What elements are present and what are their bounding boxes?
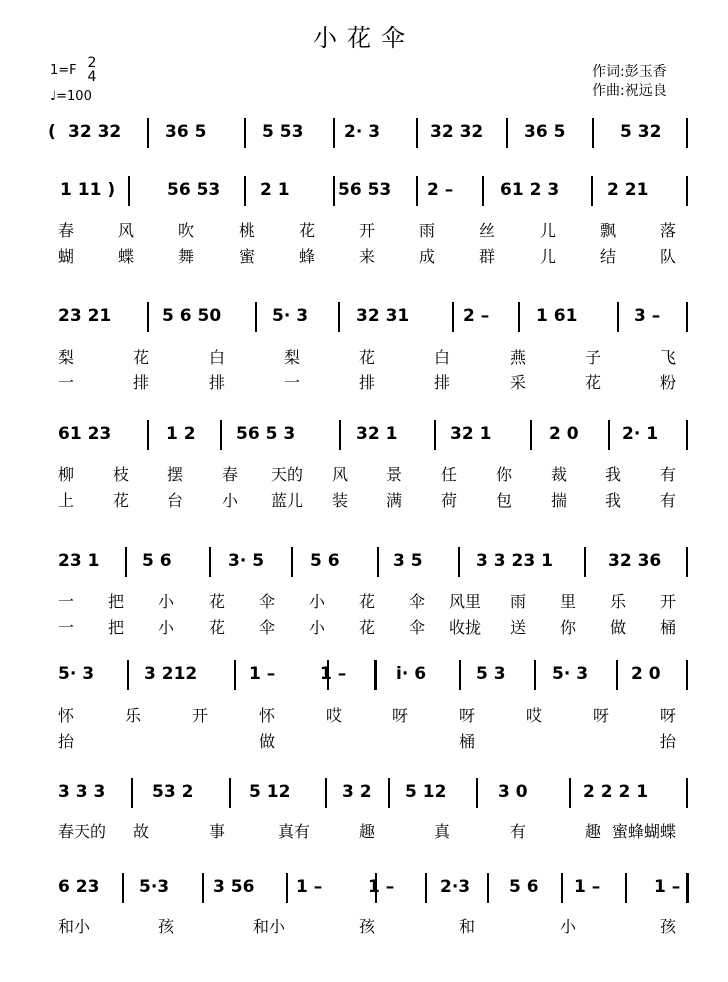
lyric-syllable: 孩 bbox=[359, 917, 376, 936]
note-group: 2 0 bbox=[549, 424, 579, 444]
note-group: 2 0 bbox=[631, 664, 661, 684]
bar-line bbox=[561, 873, 563, 903]
note-group: 5· 3 bbox=[552, 664, 589, 684]
lyric-syllable: 一 bbox=[58, 373, 75, 392]
note-group: 2·3 bbox=[440, 877, 471, 897]
lyric-syllable: 呀 bbox=[660, 706, 677, 725]
bar-line bbox=[617, 302, 619, 332]
lyric-syllable: 风 bbox=[332, 465, 349, 484]
note-group: 3 5 bbox=[393, 551, 423, 571]
note-group: 32 1 bbox=[450, 424, 492, 444]
lyric-syllable: 乐 bbox=[610, 592, 627, 611]
bar-line bbox=[374, 660, 377, 690]
time-top: 2 bbox=[87, 55, 97, 71]
lyric-syllable: 蝶 bbox=[118, 247, 135, 266]
lyric-syllable: 上 bbox=[58, 491, 75, 510]
tempo-value: =100 bbox=[56, 89, 92, 104]
note-group: 23 21 bbox=[58, 306, 112, 326]
lyric-syllable: 梨 bbox=[284, 348, 301, 367]
lyric-syllable: 排 bbox=[133, 373, 150, 392]
lyric-syllable: 白 bbox=[209, 348, 226, 367]
note-group: 3 3 23 1 bbox=[476, 551, 553, 571]
lyric-syllable: 花 bbox=[113, 491, 130, 510]
staff-row bbox=[0, 176, 728, 206]
lyric-line bbox=[0, 244, 728, 264]
staff-row bbox=[0, 420, 728, 450]
bar-line bbox=[686, 778, 688, 808]
quarter-note-icon: ♩ bbox=[50, 89, 57, 104]
lyric-syllable: 雨 bbox=[510, 592, 527, 611]
lyricist: 作词:彭玉香 bbox=[592, 64, 667, 80]
bar-line bbox=[377, 547, 379, 577]
bar-line bbox=[147, 420, 149, 450]
bar-line bbox=[234, 660, 236, 690]
bar-line bbox=[147, 302, 149, 332]
lyric-syllable: 裁 bbox=[551, 465, 568, 484]
bar-line bbox=[202, 873, 204, 903]
bar-line bbox=[128, 176, 130, 206]
lyric-syllable: 景 bbox=[386, 465, 403, 484]
note-group: 3 2 bbox=[342, 782, 372, 802]
note-group: 3 212 bbox=[144, 664, 198, 684]
bar-line bbox=[127, 660, 129, 690]
bar-line bbox=[534, 660, 536, 690]
composer: 作曲:祝远良 bbox=[592, 83, 667, 99]
note-group: 36 5 bbox=[524, 122, 566, 142]
lyric-syllable: 小 bbox=[158, 592, 175, 611]
bar-line bbox=[686, 118, 688, 148]
lyric-syllable: 落 bbox=[660, 221, 677, 240]
lyric-syllable: 丝 bbox=[479, 221, 496, 240]
time-bottom: 4 bbox=[87, 69, 97, 85]
note-group: 5 6 bbox=[142, 551, 172, 571]
lyric-syllable: 我 bbox=[605, 491, 622, 510]
lyric-syllable: 抬 bbox=[58, 732, 75, 751]
staff-row bbox=[0, 118, 728, 148]
lyric-syllable: 蝴 bbox=[58, 247, 75, 266]
lyric-syllable: 装 bbox=[332, 491, 349, 510]
bar-line bbox=[416, 118, 418, 148]
lyric-syllable: 揣 bbox=[551, 491, 568, 510]
note-group: 5 53 bbox=[262, 122, 304, 142]
lyric-syllable: 花 bbox=[209, 618, 226, 637]
lyric-line bbox=[0, 589, 728, 609]
lyric-line bbox=[0, 462, 728, 482]
note-group: 1 2 bbox=[166, 424, 196, 444]
lyric-syllable: 蜜 bbox=[239, 247, 256, 266]
note-group: 1 – bbox=[249, 664, 276, 684]
note-group: 5 3 bbox=[476, 664, 506, 684]
note-group: 3 56 bbox=[213, 877, 255, 897]
bar-line bbox=[459, 660, 461, 690]
lyric-syllable: 柳 bbox=[58, 465, 75, 484]
bar-line bbox=[244, 176, 246, 206]
bar-line bbox=[584, 547, 586, 577]
lyric-syllable: 台 bbox=[167, 491, 184, 510]
bar-line bbox=[338, 302, 340, 332]
lyric-syllable: 开 bbox=[192, 706, 209, 725]
lyric-syllable: 开 bbox=[359, 221, 376, 240]
lyric-syllable: 结 bbox=[600, 247, 617, 266]
lyric-syllable: 孩 bbox=[660, 917, 677, 936]
lyric-syllable: 故 bbox=[133, 822, 150, 841]
bar-line bbox=[686, 660, 688, 690]
lyric-syllable: 桶 bbox=[459, 732, 476, 751]
lyric-syllable: 枝 bbox=[113, 465, 130, 484]
lyric-syllable: 一 bbox=[58, 618, 75, 637]
lyric-syllable: 包 bbox=[496, 491, 513, 510]
lyric-syllable: 做 bbox=[610, 618, 627, 637]
lyric-syllable: 春 bbox=[58, 221, 75, 240]
lyric-syllable: 抬 bbox=[660, 732, 677, 751]
bar-line bbox=[416, 176, 418, 206]
note-group: 3 0 bbox=[498, 782, 528, 802]
lyric-syllable: 你 bbox=[496, 465, 513, 484]
lyric-syllable: 春 bbox=[222, 465, 239, 484]
lyric-syllable: 粉 bbox=[660, 373, 677, 392]
bar-line bbox=[388, 778, 390, 808]
note-group: i· 6 bbox=[396, 664, 427, 684]
lyric-syllable: 真有 bbox=[278, 822, 311, 841]
lyric-syllable: 桃 bbox=[239, 221, 256, 240]
lyric-syllable: 蜂 bbox=[299, 247, 316, 266]
lyric-syllable: 来 bbox=[359, 247, 376, 266]
lyric-syllable: 把 bbox=[108, 592, 125, 611]
bar-line bbox=[291, 547, 293, 577]
lyric-syllable: 吹 bbox=[178, 221, 195, 240]
lyric-line bbox=[0, 345, 728, 365]
staff-row bbox=[0, 302, 728, 332]
note-group: 2 21 bbox=[607, 180, 649, 200]
bar-line bbox=[220, 420, 222, 450]
note-group: 5 6 bbox=[509, 877, 539, 897]
time-signature bbox=[86, 56, 98, 84]
bar-line bbox=[518, 302, 520, 332]
lyric-syllable: 乐 bbox=[125, 706, 142, 725]
bar-line bbox=[608, 420, 610, 450]
note-group: 56 5 3 bbox=[236, 424, 296, 444]
note-group: 2· 1 bbox=[622, 424, 659, 444]
lyric-syllable: 花 bbox=[209, 592, 226, 611]
bar-line bbox=[286, 873, 288, 903]
note-group: 1 11 ) bbox=[60, 180, 116, 200]
lyric-syllable: 队 bbox=[660, 247, 677, 266]
lyric-syllable: 伞 bbox=[259, 618, 276, 637]
lyric-syllable: 和 bbox=[459, 917, 476, 936]
bar-line bbox=[147, 118, 149, 148]
bar-line bbox=[131, 778, 133, 808]
note-group: 1 – bbox=[320, 664, 347, 684]
note-group: 2 – bbox=[463, 306, 490, 326]
lyric-syllable: 里 bbox=[560, 592, 577, 611]
lyric-syllable: 雨 bbox=[419, 221, 436, 240]
lyric-syllable: 花 bbox=[359, 348, 376, 367]
lyric-line bbox=[0, 488, 728, 508]
bar-line bbox=[686, 547, 688, 577]
bar-line bbox=[616, 660, 618, 690]
lyric-syllable: 趣 bbox=[585, 822, 602, 841]
lyric-syllable: 舞 bbox=[178, 247, 195, 266]
note-group: 32 32 bbox=[68, 122, 122, 142]
bar-line bbox=[476, 778, 478, 808]
note-group: 5 32 bbox=[620, 122, 662, 142]
lyric-syllable: 摆 bbox=[167, 465, 184, 484]
note-group: ( bbox=[48, 122, 56, 142]
lyric-syllable: 任 bbox=[441, 465, 458, 484]
lyric-syllable: 成 bbox=[419, 247, 436, 266]
lyric-syllable: 群 bbox=[479, 247, 496, 266]
lyric-line bbox=[0, 819, 728, 839]
lyric-syllable: 排 bbox=[359, 373, 376, 392]
bar-line bbox=[229, 778, 231, 808]
note-group: 5· 3 bbox=[58, 664, 95, 684]
lyric-syllable: 你 bbox=[560, 618, 577, 637]
lyric-line bbox=[0, 729, 728, 749]
bar-line bbox=[530, 420, 532, 450]
lyric-syllable: 和小 bbox=[253, 917, 286, 936]
lyric-syllable: 哎 bbox=[326, 706, 343, 725]
note-group: 1 – bbox=[368, 877, 395, 897]
bar-line bbox=[325, 778, 327, 808]
note-group: 1 – bbox=[296, 877, 323, 897]
lyric-syllable: 收拢 bbox=[449, 618, 482, 637]
lyric-syllable: 飞 bbox=[660, 348, 677, 367]
bar-line bbox=[339, 420, 341, 450]
note-group: 2 1 bbox=[260, 180, 290, 200]
note-group: 36 5 bbox=[165, 122, 207, 142]
lyric-syllable: 花 bbox=[133, 348, 150, 367]
bar-line bbox=[487, 873, 489, 903]
tempo-marking bbox=[50, 90, 92, 104]
note-group: 5 12 bbox=[249, 782, 291, 802]
lyric-syllable: 小 bbox=[309, 592, 326, 611]
staff-row bbox=[0, 778, 728, 808]
lyric-syllable: 子 bbox=[585, 348, 602, 367]
note-group: 23 1 bbox=[58, 551, 100, 571]
lyric-syllable: 怀 bbox=[58, 706, 75, 725]
bar-line bbox=[686, 302, 688, 332]
lyric-syllable: 小 bbox=[560, 917, 577, 936]
bar-line bbox=[686, 176, 688, 206]
lyric-syllable: 伞 bbox=[259, 592, 276, 611]
note-group: 56 53 bbox=[338, 180, 392, 200]
lyric-syllable: 天的 bbox=[271, 465, 304, 484]
note-group: 1 – bbox=[654, 877, 681, 897]
lyric-syllable: 花 bbox=[299, 221, 316, 240]
lyric-syllable: 送 bbox=[510, 618, 527, 637]
note-group: 5·3 bbox=[139, 877, 170, 897]
bar-line bbox=[244, 118, 246, 148]
lyric-syllable: 一 bbox=[58, 592, 75, 611]
bar-line bbox=[452, 302, 454, 332]
bar-line bbox=[458, 547, 460, 577]
note-group: 3· 5 bbox=[228, 551, 265, 571]
lyric-syllable: 伞 bbox=[409, 592, 426, 611]
lyric-syllable: 小 bbox=[158, 618, 175, 637]
lyric-syllable: 呀 bbox=[593, 706, 610, 725]
lyric-syllable: 做 bbox=[259, 732, 276, 751]
bar-line bbox=[255, 302, 257, 332]
note-group: 32 1 bbox=[356, 424, 398, 444]
note-group: 3 – bbox=[634, 306, 661, 326]
lyric-syllable: 和小 bbox=[58, 917, 91, 936]
lyric-syllable: 飘 bbox=[600, 221, 617, 240]
lyric-syllable: 花 bbox=[359, 592, 376, 611]
note-group: 53 2 bbox=[152, 782, 194, 802]
lyric-syllable: 孩 bbox=[158, 917, 175, 936]
note-group: 5 6 bbox=[310, 551, 340, 571]
note-group: 32 31 bbox=[356, 306, 410, 326]
staff-row bbox=[0, 547, 728, 577]
song-title: 小花伞 bbox=[313, 24, 415, 52]
bar-line bbox=[592, 118, 594, 148]
bar-line bbox=[625, 873, 627, 903]
lyric-syllable: 儿 bbox=[540, 247, 557, 266]
note-group: 3 3 3 bbox=[58, 782, 106, 802]
note-group: 2· 3 bbox=[344, 122, 381, 142]
bar-line bbox=[569, 778, 571, 808]
lyric-syllable: 儿 bbox=[540, 221, 557, 240]
note-group: 1 – bbox=[574, 877, 601, 897]
bar-line bbox=[122, 873, 124, 903]
lyric-syllable: 趣 bbox=[359, 822, 376, 841]
note-group: 2 2 2 1 bbox=[583, 782, 649, 802]
bar-line bbox=[425, 873, 427, 903]
credits bbox=[592, 63, 667, 101]
bar-line bbox=[333, 118, 335, 148]
lyric-syllable: 花 bbox=[585, 373, 602, 392]
bar-line bbox=[591, 176, 593, 206]
note-group: 5· 3 bbox=[272, 306, 309, 326]
bar-line bbox=[686, 420, 688, 450]
note-group: 32 36 bbox=[608, 551, 662, 571]
lyric-syllable: 小 bbox=[309, 618, 326, 637]
lyric-syllable: 真 bbox=[434, 822, 451, 841]
lyric-syllable: 春天的 bbox=[58, 822, 107, 841]
bar-line bbox=[482, 176, 484, 206]
key-signature: 1=F bbox=[50, 63, 77, 78]
lyric-syllable: 排 bbox=[434, 373, 451, 392]
lyric-syllable: 桶 bbox=[660, 618, 677, 637]
lyric-syllable: 梨 bbox=[58, 348, 75, 367]
lyric-line bbox=[0, 218, 728, 238]
bar-line bbox=[209, 547, 211, 577]
lyric-line bbox=[0, 703, 728, 723]
lyric-syllable: 小 bbox=[222, 491, 239, 510]
lyric-syllable: 把 bbox=[108, 618, 125, 637]
bar-line bbox=[125, 547, 127, 577]
note-group: 6 23 bbox=[58, 877, 100, 897]
lyric-syllable: 事 bbox=[209, 822, 226, 841]
lyric-syllable: 蓝儿 bbox=[271, 491, 304, 510]
lyric-syllable: 风里 bbox=[449, 592, 482, 611]
lyric-line bbox=[0, 914, 728, 934]
lyric-syllable: 呀 bbox=[392, 706, 409, 725]
note-group: 56 53 bbox=[167, 180, 221, 200]
note-group: 61 23 bbox=[58, 424, 112, 444]
lyric-line bbox=[0, 370, 728, 390]
staff-row bbox=[0, 660, 728, 690]
bar-line bbox=[686, 873, 689, 903]
lyric-syllable: 满 bbox=[386, 491, 403, 510]
note-group: 32 32 bbox=[430, 122, 484, 142]
bar-line bbox=[333, 176, 335, 206]
lyric-syllable: 燕 bbox=[510, 348, 527, 367]
lyric-syllable: 花 bbox=[359, 618, 376, 637]
lyric-syllable: 采 bbox=[510, 373, 527, 392]
lyric-syllable: 荷 bbox=[441, 491, 458, 510]
lyric-syllable: 蜜蜂蝴蝶 bbox=[612, 822, 677, 841]
lyric-syllable: 有 bbox=[660, 491, 677, 510]
lyric-syllable: 风 bbox=[118, 221, 135, 240]
staff-row bbox=[0, 873, 728, 903]
lyric-line bbox=[0, 615, 728, 635]
note-group: 5 6 50 bbox=[162, 306, 222, 326]
lyric-syllable: 有 bbox=[660, 465, 677, 484]
bar-line bbox=[506, 118, 508, 148]
note-group: 5 12 bbox=[405, 782, 447, 802]
note-group: 1 61 bbox=[536, 306, 578, 326]
lyric-syllable: 有 bbox=[510, 822, 527, 841]
lyric-syllable: 怀 bbox=[259, 706, 276, 725]
lyric-syllable: 排 bbox=[209, 373, 226, 392]
lyric-syllable: 哎 bbox=[526, 706, 543, 725]
lyric-syllable: 开 bbox=[660, 592, 677, 611]
lyric-syllable: 呀 bbox=[459, 706, 476, 725]
note-group: 2 – bbox=[427, 180, 454, 200]
lyric-syllable: 白 bbox=[434, 348, 451, 367]
bar-line bbox=[434, 420, 436, 450]
note-group: 61 2 3 bbox=[500, 180, 560, 200]
lyric-syllable: 伞 bbox=[409, 618, 426, 637]
lyric-syllable: 一 bbox=[284, 373, 301, 392]
lyric-syllable: 我 bbox=[605, 465, 622, 484]
